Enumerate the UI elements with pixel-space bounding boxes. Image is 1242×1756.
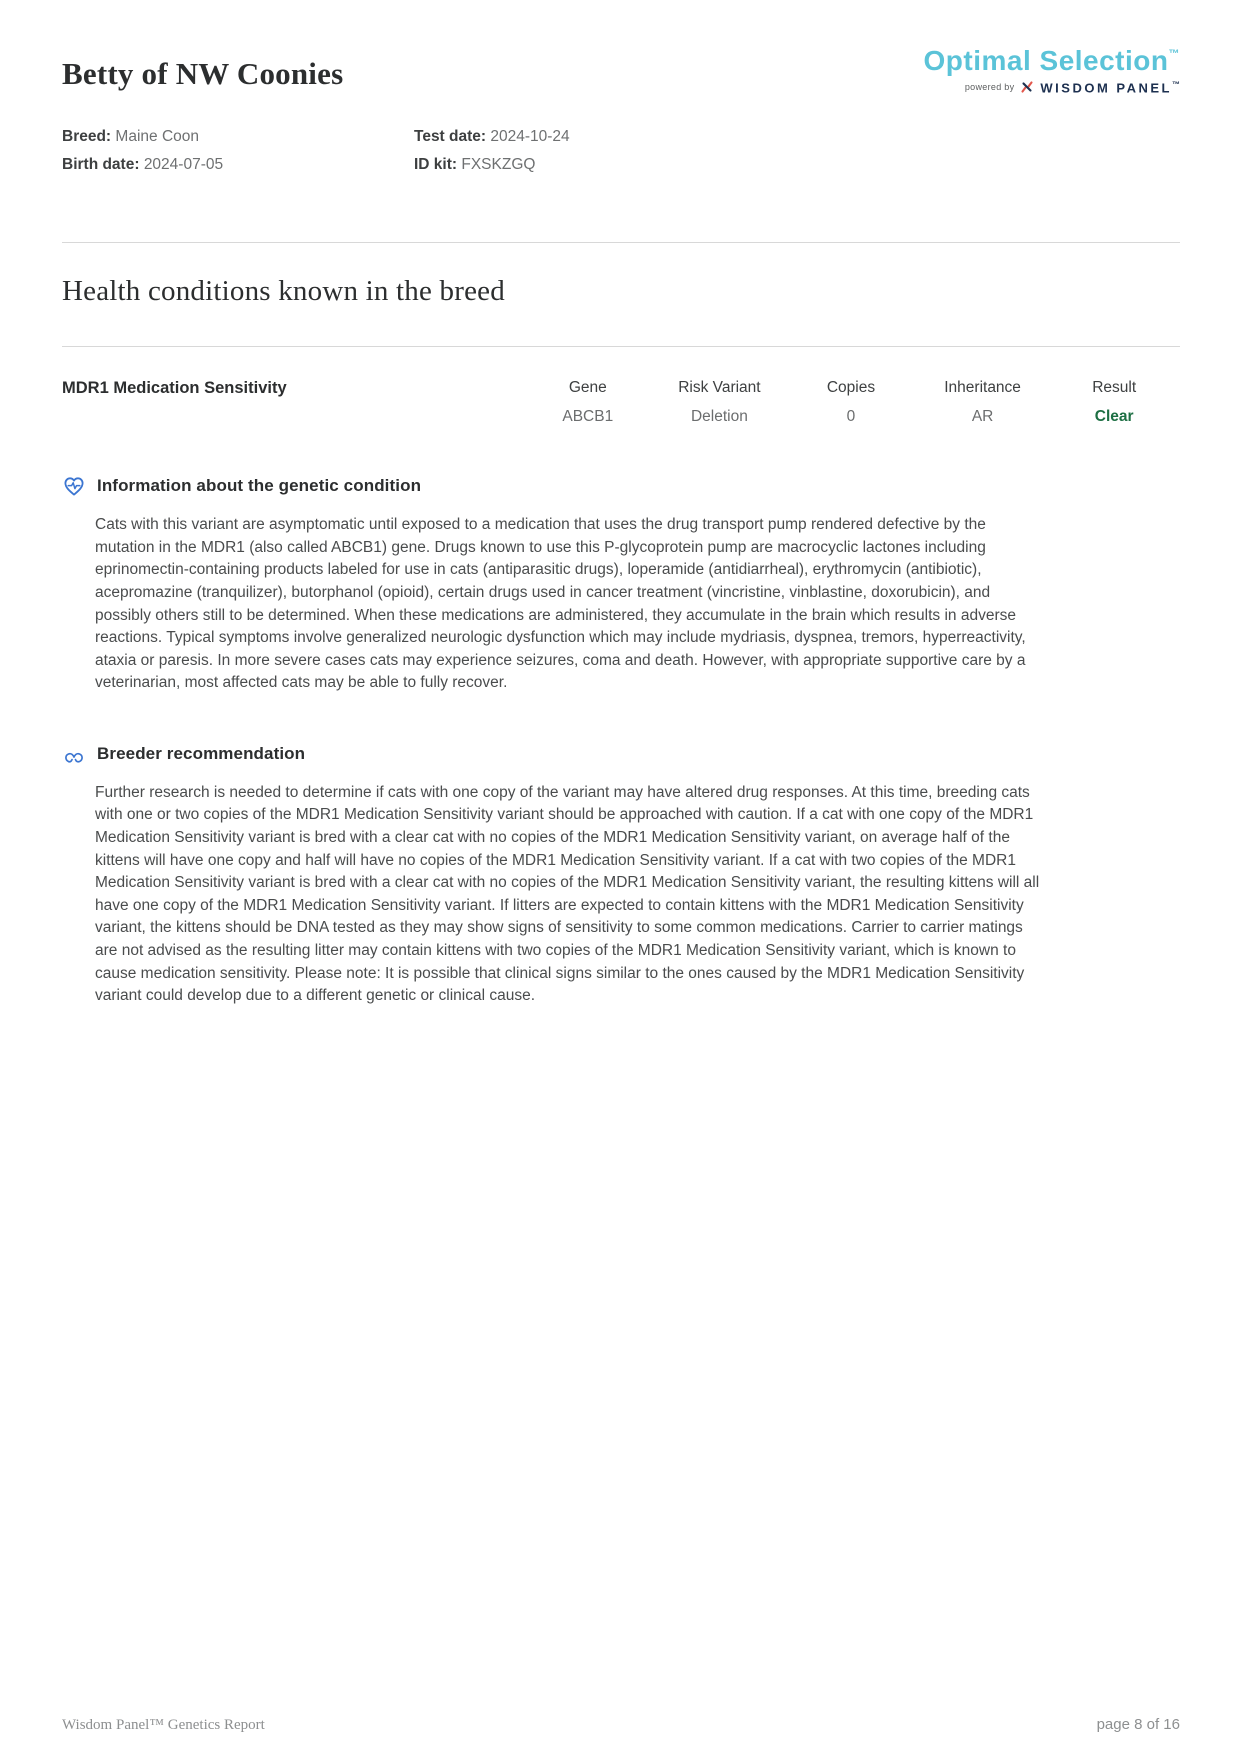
info-section-header <box>62 474 1180 498</box>
breed-row <box>62 125 414 148</box>
birth-date-label: Birth date: <box>62 156 140 174</box>
test-date-row <box>414 125 1180 148</box>
brand-trademark: ™ <box>1168 48 1180 60</box>
report-header <box>62 45 1180 96</box>
brand-wordmark <box>924 46 1181 77</box>
copies-column <box>785 378 917 427</box>
footer-report-title: Wisdom Panel™ Genetics Report <box>62 1717 265 1733</box>
heart-pulse-icon <box>62 474 86 498</box>
gene-column <box>522 378 654 427</box>
id-kit-row <box>414 153 1180 176</box>
breeder-section-body: Further research is needed to determine if cats with one copy of the variant may have altered drug responses. At this time, breeding cats with one or two copies of the MDR1 Medication Sensitivity variant should be approached with caution. If a cat with one copy of the MDR1 Medication Sensitivity variant is bred with a clear cat with no copies of the MDR1 Medication Sensitivity variant, on average half of the kittens will have one copy and half will have no copies of the MDR1 Medication Sensitivity variant. If a cat with two copies of the MDR1 Medication Sensitivity variant is bred with a clear cat with no copies of the MDR1 Medication Sensitivity variant, the resulting kittens will all have one copy of the MDR1 Medication Sensitivity variant. If litters are expected to contain kittens with the MDR1 Medication Sensitivity variant, the kittens should be DNA tested as they may show signs of sensitivity to some common medications. Carrier to carrier matings are not advised as the resulting litter may contain kittens with two copies of the MDR1 Medication Sensitivity variant, which is known to cause medication sensitivity. Please note: It is possible that clinical signs similar to the ones caused by the MDR1 Medication Sensitivity variant could develop due to a different genetic or clinical cause. <box>95 783 1040 1005</box>
gene-header: Gene <box>568 379 607 397</box>
test-date-value: 2024-10-24 <box>490 128 570 146</box>
info-section-body: Cats with this variant are asymptomatic until exposed to a medication that uses the drug transport pump rendered defective by the mutation in the MDR1 (also called ABCB1) gene. Drugs known to use this P-glycoprotein pump are macrocyclic lactones including eprinomectin-containing products labeled for use in cats (antiparasitic drugs), loperamide (antidiarrheal), erythromycin (antibiotic), acepromazine (tranquilizer), butorphanol (opioid), certain drugs used in cancer treatment (vincristine, vinblastine, doxorubicin), and possibly others still to be determined. When these medications are administered, they accumulate in the brain which results in adverse reactions. Typical symptoms involve generalized neurologic dysfunction which may include mydriasis, dyspnea, tremors, hyperreactivity, ataxia or paresis. In more severe cases cats may experience seizures, coma and death. However, with appropriate supportive care by a veterinarian, most affected cats may be able to fully recover. <box>95 516 1026 692</box>
risk-variant-column <box>654 378 786 427</box>
breed-label: Breed: <box>62 128 112 146</box>
inheritance-column <box>917 378 1049 427</box>
birth-date-value: 2024-07-05 <box>143 156 224 174</box>
info-section-heading: Information about the genetic condition <box>97 476 422 496</box>
result-header: Result <box>1092 379 1137 397</box>
breed-value: Maine Coon <box>115 128 199 146</box>
breeder-recommendation-section <box>62 742 1180 1008</box>
condition-row <box>62 378 1180 427</box>
id-kit-label: ID kit: <box>414 156 458 174</box>
birth-date-row <box>62 153 414 176</box>
condition-name: MDR1 Medication Sensitivity <box>62 379 287 398</box>
breeder-section-heading: Breeder recommendation <box>97 743 306 763</box>
risk-variant-value: Deletion <box>690 408 748 426</box>
optimal-selection-logo <box>924 46 1181 95</box>
powered-by-row <box>924 80 1181 95</box>
partner-text: WISDOM PANEL <box>1040 80 1172 96</box>
test-date-label: Test date: <box>414 128 487 146</box>
page-footer <box>62 1716 1180 1734</box>
condition-columns <box>522 378 1180 427</box>
id-kit-value: FXSKZGQ <box>461 156 536 174</box>
brand-text: Optimal Selection <box>923 45 1169 76</box>
partner-trademark: ™ <box>1172 79 1180 89</box>
wisdom-panel-wordmark <box>1040 80 1180 95</box>
pet-meta <box>62 125 1180 176</box>
gene-value: ABCB1 <box>562 408 614 426</box>
section-divider <box>62 346 1180 347</box>
inheritance-header: Inheritance <box>944 379 1021 397</box>
result-column <box>1048 378 1180 427</box>
wisdom-panel-mark-icon <box>1020 80 1034 94</box>
powered-by-label: powered by <box>964 82 1015 93</box>
ribbon-icon <box>62 742 86 766</box>
breeder-section-header <box>62 742 1180 766</box>
risk-variant-header: Risk Variant <box>678 379 761 397</box>
copies-header: Copies <box>826 379 876 397</box>
section-title: Health conditions known in the breed <box>62 275 505 308</box>
genetic-condition-info-section <box>62 474 1180 695</box>
pet-name-title: Betty of NW Coonies <box>62 56 344 91</box>
inheritance-value: AR <box>971 408 994 426</box>
copies-value: 0 <box>846 408 856 426</box>
footer-page-number: page 8 of 16 <box>1096 1716 1180 1733</box>
result-value-clear: Clear <box>1094 408 1134 426</box>
header-divider <box>62 242 1180 243</box>
